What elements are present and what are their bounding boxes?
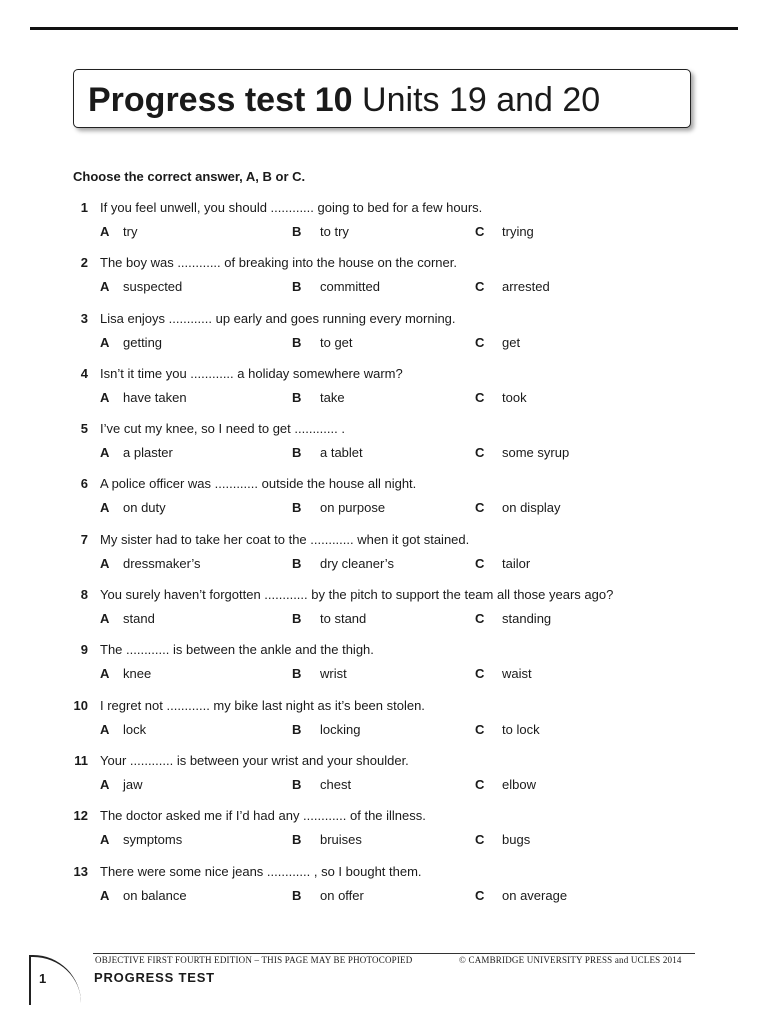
question-stem: The ............ is between the ankle and the thigh. [100, 642, 374, 658]
question-item [0, 255, 768, 310]
option-letter-c: C [475, 555, 485, 571]
option-b: to get [320, 334, 353, 350]
question-item [0, 476, 768, 531]
title-box [73, 69, 691, 128]
option-letter-b: B [292, 887, 302, 903]
option-a: on duty [123, 500, 166, 516]
option-a: suspected [123, 279, 183, 295]
page-number-tab [29, 955, 81, 1005]
option-letter-c: C [475, 500, 485, 516]
question-stem: Isn’t it time you ............ a holiday somewhere warm? [100, 365, 403, 381]
option-letter-b: B [292, 832, 302, 848]
option-letter-c: C [475, 776, 485, 792]
option-c: arrested [502, 279, 550, 295]
section-label: PROGRESS TEST [94, 970, 215, 985]
option-c: on average [502, 887, 568, 903]
option-letter-a: A [100, 279, 110, 295]
question-stem: Lisa enjoys ............ up early and goes running every morning. [100, 310, 456, 326]
option-letter-c: C [475, 832, 485, 848]
option-letter-b: B [292, 279, 302, 295]
footer-photocopy-notice: OBJECTIVE FIRST FOURTH EDITION – THIS PAGE MAY BE PHOTOCOPIED [95, 955, 413, 965]
option-a: getting [123, 334, 163, 350]
title-bold: Progress test 10 [88, 81, 353, 119]
footer-copyright: © CAMBRIDGE UNIVERSITY PRESS and UCLES 2014 [459, 955, 682, 965]
option-a: knee [123, 666, 152, 682]
option-letter-c: C [475, 666, 485, 682]
option-letter-c: C [475, 887, 485, 903]
question-number: 11 [74, 752, 88, 768]
option-letter-b: B [292, 389, 302, 405]
option-letter-a: A [100, 500, 110, 516]
option-c: get [502, 334, 521, 350]
option-b: committed [320, 279, 380, 295]
question-item [0, 200, 768, 255]
option-letter-b: B [292, 224, 302, 239]
option-letter-a: A [100, 666, 110, 682]
option-c: bugs [502, 832, 531, 848]
option-a: dressmaker’s [123, 555, 201, 571]
option-letter-c: C [475, 389, 485, 405]
question-stem: You surely haven’t forgotten ............ by the pitch to support the team all those years ago? [100, 587, 614, 603]
option-letter-a: A [100, 832, 110, 848]
question-stem: Your ............ is between your wrist and your shoulder. [100, 752, 409, 768]
question-item [0, 311, 768, 366]
option-c: to lock [502, 721, 540, 737]
question-stem: The doctor asked me if I’d had any ............ of the illness. [100, 808, 426, 824]
option-a: have taken [123, 389, 187, 405]
option-c: on display [502, 500, 561, 516]
option-letter-a: A [100, 389, 110, 405]
option-letter-a: A [100, 887, 110, 903]
option-c: tailor [502, 555, 531, 571]
question-number: 10 [73, 697, 88, 713]
question-item [0, 421, 768, 476]
option-a: jaw [123, 776, 143, 792]
option-a: lock [123, 721, 147, 737]
question-stem: The boy was ............ of breaking into the house on the corner. [100, 255, 457, 271]
option-b: to stand [320, 611, 367, 627]
question-number: 5 [80, 421, 88, 437]
top-rule [30, 27, 738, 30]
question-number: 4 [80, 365, 88, 381]
option-letter-b: B [292, 500, 302, 516]
question-item [0, 753, 768, 808]
page-title [88, 82, 600, 118]
option-letter-b: B [292, 666, 302, 682]
option-c: elbow [502, 776, 536, 792]
question-number: 7 [80, 531, 88, 547]
option-b: take [320, 389, 345, 405]
question-item [0, 808, 768, 863]
question-stem: A police officer was ............ outside the house all night. [100, 476, 417, 492]
question-number: 8 [80, 587, 88, 603]
question-number: 13 [73, 863, 88, 879]
option-letter-c: C [475, 721, 485, 737]
option-c: took [502, 389, 527, 405]
question-item [0, 532, 768, 587]
option-letter-a: A [100, 334, 110, 350]
option-b: wrist [320, 666, 347, 682]
question-number: 1 [80, 200, 88, 215]
option-b: on offer [320, 887, 364, 903]
question-item [0, 864, 768, 919]
option-a: a plaster [123, 445, 173, 461]
option-letter-b: B [292, 776, 302, 792]
option-letter-b: B [292, 334, 302, 350]
question-number: 6 [80, 476, 88, 492]
option-letter-c: C [475, 279, 485, 295]
question-number: 2 [80, 255, 88, 271]
option-b: chest [320, 776, 352, 792]
option-b: locking [320, 721, 361, 737]
question-item [0, 587, 768, 642]
option-b: dry cleaner’s [320, 555, 394, 571]
option-letter-a: A [100, 776, 110, 792]
question-item [0, 366, 768, 421]
option-b: on purpose [320, 500, 386, 516]
option-a: try [123, 224, 138, 239]
question-stem: My sister had to take her coat to the ............ when it got stained. [100, 531, 470, 547]
footer-rule [93, 953, 695, 954]
question-number: 9 [80, 642, 88, 658]
question-stem: I’ve cut my knee, so I need to get ............ . [100, 421, 345, 437]
question-number: 3 [80, 310, 88, 326]
question-stem: There were some nice jeans ............ , so I bought them. [100, 863, 422, 879]
option-letter-b: B [292, 445, 302, 461]
option-letter-a: A [100, 224, 110, 239]
option-b: to try [320, 224, 349, 239]
title-units: Units 19 and 20 [362, 81, 601, 119]
question-number: 12 [73, 808, 88, 824]
option-letter-c: C [475, 224, 485, 239]
option-letter-c: C [475, 445, 485, 461]
option-letter-b: B [292, 555, 302, 571]
question-item [0, 642, 768, 697]
option-letter-a: A [100, 555, 110, 571]
option-letter-c: C [475, 334, 485, 350]
option-a: stand [123, 611, 155, 627]
question-list [0, 200, 768, 919]
option-letter-a: A [100, 721, 110, 737]
option-c: standing [502, 611, 552, 627]
option-letter-a: A [100, 611, 110, 627]
question-stem: If you feel unwell, you should ............ going to bed for a few hours. [100, 200, 483, 215]
option-a: on balance [123, 887, 187, 903]
option-c: some syrup [502, 445, 570, 461]
option-letter-c: C [475, 611, 485, 627]
question-item [0, 698, 768, 753]
option-c: trying [502, 224, 534, 239]
option-letter-a: A [100, 445, 110, 461]
option-letter-b: B [292, 611, 302, 627]
option-c: waist [502, 666, 532, 682]
option-b: a tablet [320, 445, 363, 461]
page-number: 1 [39, 971, 47, 986]
instructions: Choose the correct answer, A, B or C. [73, 169, 306, 184]
question-stem: I regret not ............ my bike last night as it’s been stolen. [100, 697, 425, 713]
option-a: symptoms [123, 832, 183, 848]
option-letter-b: B [292, 721, 302, 737]
option-b: bruises [320, 832, 362, 848]
